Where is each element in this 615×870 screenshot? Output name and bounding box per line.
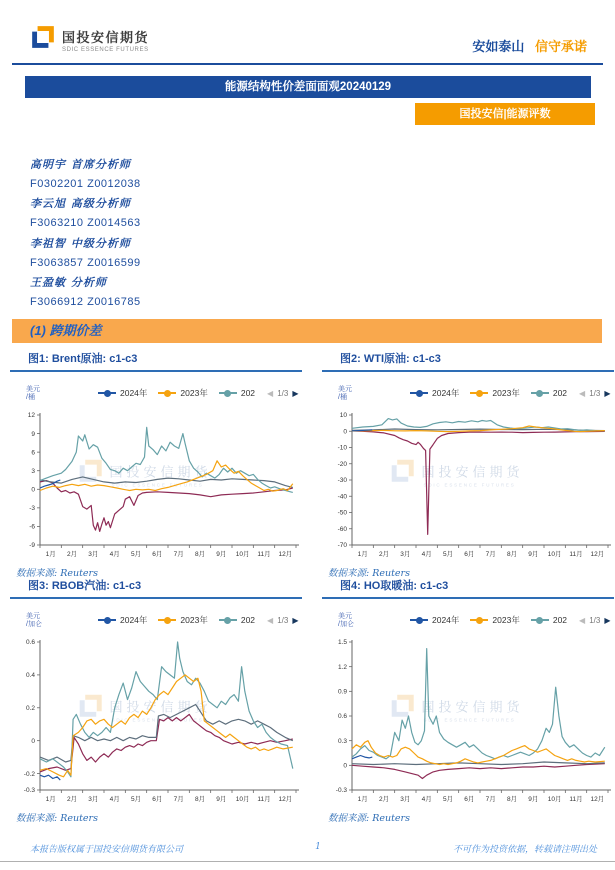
chart-block — [10, 577, 302, 824]
y-axis-unit-label: 美元 /加仑 — [26, 613, 42, 628]
analyst-code-line: F3063210 Z0014563 — [30, 217, 141, 230]
pager-page-indicator: 1/3 — [277, 615, 289, 625]
legend-label: 2023年 — [180, 388, 208, 398]
svg-text:12: 12 — [27, 412, 35, 420]
svg-text:SDIC ESSENCE FUTURES: SDIC ESSENCE FUTURES — [423, 482, 516, 488]
legend-items — [410, 614, 567, 626]
legend-marker — [158, 392, 176, 394]
footer-page-number: 1 — [315, 842, 321, 852]
analyst-code-line: F3066912 Z0016785 — [30, 295, 141, 308]
chart-canvas — [322, 378, 614, 562]
svg-text:10月: 10月 — [547, 551, 562, 558]
legend-marker — [410, 392, 428, 394]
legend-items — [98, 387, 255, 399]
legend-label: 202 — [552, 388, 568, 398]
legend-marker — [219, 392, 237, 394]
pager-prev-icon[interactable]: ◀ — [267, 615, 274, 625]
legend-label: 202 — [240, 615, 256, 625]
svg-text:3月: 3月 — [88, 551, 99, 558]
svg-text:7月: 7月 — [173, 796, 184, 803]
svg-text:国投安信期货: 国投安信期货 — [421, 699, 524, 715]
svg-text:6月: 6月 — [152, 551, 163, 558]
chart-canvas — [10, 378, 302, 562]
analyst-name-line: 高明宇 首席分析师 — [30, 158, 131, 171]
legend-label: 202 — [552, 615, 568, 625]
svg-text:0: 0 — [343, 428, 347, 436]
header — [30, 24, 587, 55]
svg-text:7月: 7月 — [485, 551, 496, 558]
svg-text:2月: 2月 — [378, 796, 390, 803]
pager-next-icon[interactable]: ▶ — [604, 388, 611, 398]
section-title: (1) 跨期价差 — [30, 323, 102, 338]
legend-items — [410, 387, 567, 399]
pager-next-icon[interactable]: ▶ — [604, 615, 611, 625]
plot-holder — [10, 637, 302, 810]
svg-text:-50: -50 — [337, 509, 347, 517]
svg-text:-0.3: -0.3 — [23, 787, 35, 795]
svg-text:7月: 7月 — [485, 796, 496, 803]
svg-text:-6: -6 — [29, 523, 35, 531]
series-2023年 — [40, 675, 293, 777]
svg-text:-0.3: -0.3 — [335, 787, 347, 795]
svg-text:4月: 4月 — [109, 551, 120, 558]
svg-text:0: 0 — [31, 486, 35, 494]
logo-icon — [30, 24, 56, 55]
svg-text:0: 0 — [343, 762, 347, 770]
pager-page-indicator: 1/3 — [589, 615, 601, 625]
legend-marker — [98, 392, 116, 394]
svg-text:0.6: 0.6 — [25, 639, 35, 647]
svg-text:6月: 6月 — [464, 551, 475, 558]
company-logo — [30, 24, 149, 55]
svg-text:4月: 4月 — [109, 796, 120, 803]
legend-item — [219, 614, 255, 626]
logo-company-sub: SDIC ESSENCE FUTURES — [62, 46, 149, 53]
legend-marker — [158, 619, 176, 621]
analyst-code-line: F0302201 Z0012038 — [30, 177, 141, 190]
svg-text:5月: 5月 — [130, 551, 142, 558]
svg-text:3月: 3月 — [88, 796, 99, 803]
legend-label: 202 — [240, 388, 256, 398]
legend-item — [531, 614, 567, 626]
legend-row — [98, 614, 302, 626]
svg-text:10: 10 — [339, 412, 347, 420]
legend-marker — [531, 619, 549, 621]
legend-row — [410, 387, 614, 399]
series-badge — [415, 103, 595, 125]
svg-text:8月: 8月 — [506, 796, 518, 803]
legend-marker — [410, 619, 428, 621]
y-axis-unit-label: 美元 /加仑 — [338, 613, 354, 628]
svg-text:5月: 5月 — [442, 796, 454, 803]
svg-text:10月: 10月 — [235, 551, 250, 558]
svg-text:1.2: 1.2 — [337, 663, 347, 671]
legend-pager — [579, 616, 610, 625]
data-source-note: 数据来源: Reuters — [16, 568, 98, 579]
watermark-logo — [392, 460, 524, 488]
legend-pager — [579, 389, 610, 398]
svg-text:0.6: 0.6 — [337, 713, 347, 721]
svg-text:8月: 8月 — [194, 796, 206, 803]
svg-text:SDIC ESSENCE FUTURES: SDIC ESSENCE FUTURES — [423, 717, 516, 723]
data-source-note: 数据来源: Reuters — [328, 568, 410, 579]
legend-label: 2024年 — [432, 388, 460, 398]
y-axis-unit-label: 美元 /桶 — [26, 386, 40, 401]
chart-plot — [10, 637, 302, 805]
slogan — [472, 36, 587, 55]
series-badge-label: 国投安信|能源评数 — [459, 108, 551, 120]
data-source-note: 数据来源: Reuters — [328, 813, 410, 824]
svg-text:9月: 9月 — [216, 551, 227, 558]
svg-text:11月: 11月 — [569, 796, 583, 803]
svg-text:12月: 12月 — [278, 551, 293, 558]
svg-text:11月: 11月 — [569, 551, 583, 558]
svg-text:-20: -20 — [337, 460, 347, 468]
svg-text:4月: 4月 — [421, 551, 432, 558]
y-axis-unit-label: 美元 /桶 — [338, 386, 352, 401]
svg-text:3: 3 — [31, 467, 35, 475]
legend-item — [98, 614, 147, 626]
svg-text:1月: 1月 — [357, 551, 368, 558]
legend-item — [158, 387, 207, 399]
legend-marker — [470, 392, 488, 394]
series-2024年 — [352, 756, 372, 759]
analyst-entry — [30, 194, 141, 233]
svg-text:-60: -60 — [337, 525, 347, 533]
legend-marker — [219, 619, 237, 621]
legend-item — [410, 614, 459, 626]
svg-text:0: 0 — [31, 737, 35, 745]
svg-text:9月: 9月 — [216, 796, 227, 803]
svg-text:1.5: 1.5 — [337, 639, 347, 647]
svg-text:6: 6 — [31, 449, 35, 457]
svg-text:9: 9 — [31, 430, 35, 438]
legend-label: 2024年 — [120, 615, 148, 625]
svg-text:3月: 3月 — [400, 796, 411, 803]
pager-prev-icon[interactable]: ◀ — [267, 388, 274, 398]
pager-prev-icon[interactable]: ◀ — [579, 615, 586, 625]
chart-plot — [10, 410, 302, 560]
section-header-bar — [12, 319, 602, 343]
svg-text:-10: -10 — [337, 444, 347, 452]
svg-text:0.2: 0.2 — [25, 704, 35, 712]
watermark-logo — [392, 695, 524, 723]
pager-page-indicator: 1/3 — [589, 388, 601, 398]
plot-holder — [322, 410, 614, 565]
svg-text:2月: 2月 — [378, 551, 390, 558]
analyst-entry — [30, 234, 141, 273]
footer-copyright: 本报告版权属于国投安信期货有限公司 — [30, 845, 184, 855]
slogan-part1: 安如泰山 — [472, 39, 525, 54]
slogan-part2: 信守承诺 — [534, 39, 587, 54]
chart-title: 图2: WTI原油: c1-c3 — [322, 350, 614, 372]
chart-canvas — [10, 605, 302, 807]
svg-text:11月: 11月 — [257, 796, 271, 803]
svg-text:SDIC ESSENCE FUTURES: SDIC ESSENCE FUTURES — [111, 717, 204, 723]
bottom-divider — [0, 861, 615, 862]
legend-items — [98, 614, 255, 626]
legend-item — [219, 387, 255, 399]
pager-page-indicator: 1/3 — [277, 388, 289, 398]
legend-item — [470, 387, 519, 399]
svg-text:国投安信期货: 国投安信期货 — [109, 699, 212, 715]
svg-text:10月: 10月 — [547, 796, 562, 803]
chart-block — [322, 350, 614, 579]
legend-label: 2024年 — [432, 615, 460, 625]
svg-text:12月: 12月 — [278, 796, 293, 803]
legend-marker — [98, 619, 116, 621]
report-title: 能源结构性价差面面观20240129 — [224, 81, 392, 93]
chart-plot — [322, 637, 614, 805]
analyst-entry — [30, 273, 141, 312]
svg-text:11月: 11月 — [257, 551, 271, 558]
svg-text:-40: -40 — [337, 493, 347, 501]
svg-text:9月: 9月 — [528, 551, 539, 558]
report-title-bar — [25, 76, 591, 98]
legend-row — [410, 614, 614, 626]
svg-text:0.9: 0.9 — [337, 688, 347, 696]
svg-text:5月: 5月 — [130, 796, 142, 803]
svg-text:-0.2: -0.2 — [23, 770, 35, 778]
legend-label: 2023年 — [492, 388, 520, 398]
footer — [30, 842, 597, 855]
svg-text:3月: 3月 — [400, 551, 411, 558]
series-2020年 — [352, 764, 605, 779]
svg-text:6月: 6月 — [464, 796, 475, 803]
legend-pager — [267, 389, 298, 398]
svg-text:-9: -9 — [29, 542, 35, 550]
svg-text:8月: 8月 — [506, 551, 518, 558]
pager-next-icon[interactable]: ▶ — [292, 388, 299, 398]
analyst-name-line: 王盈敏 分析师 — [30, 276, 107, 290]
analyst-name-line: 李祖智 中级分析师 — [30, 236, 131, 250]
legend-row — [98, 387, 302, 399]
legend-label: 2024年 — [120, 388, 148, 398]
legend-item — [410, 387, 459, 399]
svg-text:4月: 4月 — [421, 796, 432, 803]
svg-text:国投安信期货: 国投安信期货 — [109, 464, 212, 480]
analyst-entry — [30, 155, 141, 194]
legend-marker — [531, 392, 549, 394]
legend-item — [531, 387, 567, 399]
chart-block — [10, 350, 302, 579]
legend-marker — [470, 619, 488, 621]
svg-text:1月: 1月 — [45, 796, 56, 803]
legend-label: 2023年 — [180, 615, 208, 625]
svg-text:国投安信期货: 国投安信期货 — [421, 464, 524, 480]
chart-title: 图3: RBOB汽油: c1-c3 — [10, 577, 302, 599]
svg-text:1月: 1月 — [357, 796, 368, 803]
analyst-code-line: F3063857 Z0016599 — [30, 256, 141, 269]
plot-holder — [322, 637, 614, 810]
chart-title: 图4: HO取暖油: c1-c3 — [322, 577, 614, 599]
svg-text:2月: 2月 — [66, 796, 78, 803]
header-divider — [12, 63, 603, 65]
svg-text:2月: 2月 — [66, 551, 78, 558]
chart-block — [322, 577, 614, 824]
series-2024年 — [40, 775, 60, 780]
svg-text:0.4: 0.4 — [25, 672, 35, 680]
legend-pager — [267, 616, 298, 625]
data-source-note: 数据来源: Reuters — [16, 813, 98, 824]
svg-text:1月: 1月 — [45, 551, 56, 558]
svg-text:-3: -3 — [29, 505, 35, 513]
svg-text:0.3: 0.3 — [337, 737, 347, 745]
svg-text:10月: 10月 — [235, 796, 250, 803]
svg-text:SDIC ESSENCE FUTURES: SDIC ESSENCE FUTURES — [111, 482, 204, 488]
plot-holder — [10, 410, 302, 565]
chart-canvas — [322, 605, 614, 807]
footer-disclaimer: 不可作为投资依据，转载请注明出处 — [452, 845, 597, 855]
chart-title: 图1: Brent原油: c1-c3 — [10, 350, 302, 372]
legend-label: 2023年 — [492, 615, 520, 625]
svg-text:7月: 7月 — [173, 551, 184, 558]
svg-text:9月: 9月 — [528, 796, 539, 803]
svg-text:12月: 12月 — [590, 551, 605, 558]
legend-item — [470, 614, 519, 626]
svg-text:6月: 6月 — [152, 796, 163, 803]
pager-prev-icon[interactable]: ◀ — [579, 388, 586, 398]
legend-item — [158, 614, 207, 626]
svg-text:5月: 5月 — [442, 551, 454, 558]
analyst-list — [30, 155, 141, 313]
logo-company-name: 国投安信期货 — [62, 29, 150, 45]
pager-next-icon[interactable]: ▶ — [292, 615, 299, 625]
legend-item — [98, 387, 147, 399]
svg-text:12月: 12月 — [590, 796, 605, 803]
svg-text:-70: -70 — [337, 542, 347, 550]
chart-plot — [322, 410, 614, 560]
svg-text:-30: -30 — [337, 477, 347, 485]
svg-text:8月: 8月 — [194, 551, 206, 558]
analyst-name-line: 李云旭 高级分析师 — [30, 197, 131, 211]
